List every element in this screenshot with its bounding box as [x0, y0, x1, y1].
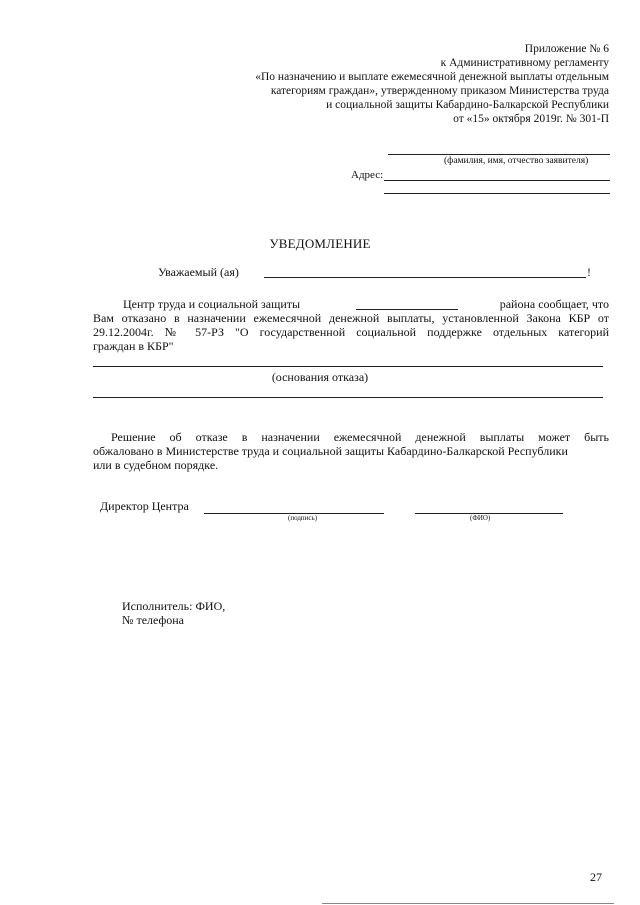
executor-phone: № телефона — [122, 613, 185, 627]
appendix-line: и социальной защиты Кабардино-Балкарской Республики — [326, 99, 609, 111]
appendix-line: Приложение № 6 — [524, 43, 609, 55]
appendix-line: категориям граждан», утвержденному приказом Министерства труда — [270, 85, 609, 97]
director-name-caption: (ФИО) — [470, 514, 491, 522]
page-number: 27 — [590, 870, 602, 884]
applicant-name-caption: (фамилия, имя, отчество заявителя) — [444, 156, 589, 166]
district-line[interactable] — [356, 309, 458, 310]
notice-line: граждан в КБР" — [93, 339, 174, 353]
greeting-exclamation: ! — [587, 265, 591, 279]
appeal-line: обжаловано в Министерстве труда и социальной защиты Кабардино-Балкарской Республики — [93, 444, 568, 458]
appendix-line: от «15» октября 2019г. № 301-П — [453, 113, 609, 125]
executor-line: Исполнитель: ФИО, — [122, 599, 226, 613]
address-line-1[interactable] — [384, 180, 610, 181]
scan-edge-line — [322, 903, 614, 904]
notice-line: Вам отказано в назначении ежемесячной денежной выплаты, установленной Закона КБР от — [93, 311, 609, 325]
refusal-reason-line-1[interactable] — [93, 366, 603, 367]
notice-line: 29.12.2004г. № 57-РЗ "О государственной социальной поддержке отдельных категорий — [93, 325, 609, 339]
appeal-line: Решение об отказе в назначении ежемесячной денежной выплаты может быть — [111, 430, 609, 444]
refusal-reason-caption: (основания отказа) — [271, 370, 369, 384]
document-title: УВЕДОМЛЕНИЕ — [269, 236, 371, 251]
signature-caption: (подпись) — [288, 514, 318, 522]
notice-part2: района сообщает, что — [499, 297, 609, 311]
appendix-header — [209, 42, 609, 126]
notice-part1: Центр труда и социальной защиты — [123, 297, 301, 311]
appendix-line: к Административному регламенту — [440, 57, 609, 69]
applicant-name-line[interactable] — [388, 154, 610, 155]
address-label: Адрес: — [351, 169, 384, 181]
address-line-2[interactable] — [384, 193, 610, 194]
appendix-line: «По назначению и выплате ежемесячной денежной выплаты отдельным — [255, 71, 609, 83]
greeting-label: Уважаемый (ая) — [158, 265, 239, 279]
director-label: Директор Центра — [100, 499, 189, 513]
greeting-name-line[interactable] — [264, 277, 586, 278]
refusal-reason-line-2[interactable] — [93, 397, 603, 398]
appeal-line: или в судебном порядке. — [93, 458, 219, 472]
